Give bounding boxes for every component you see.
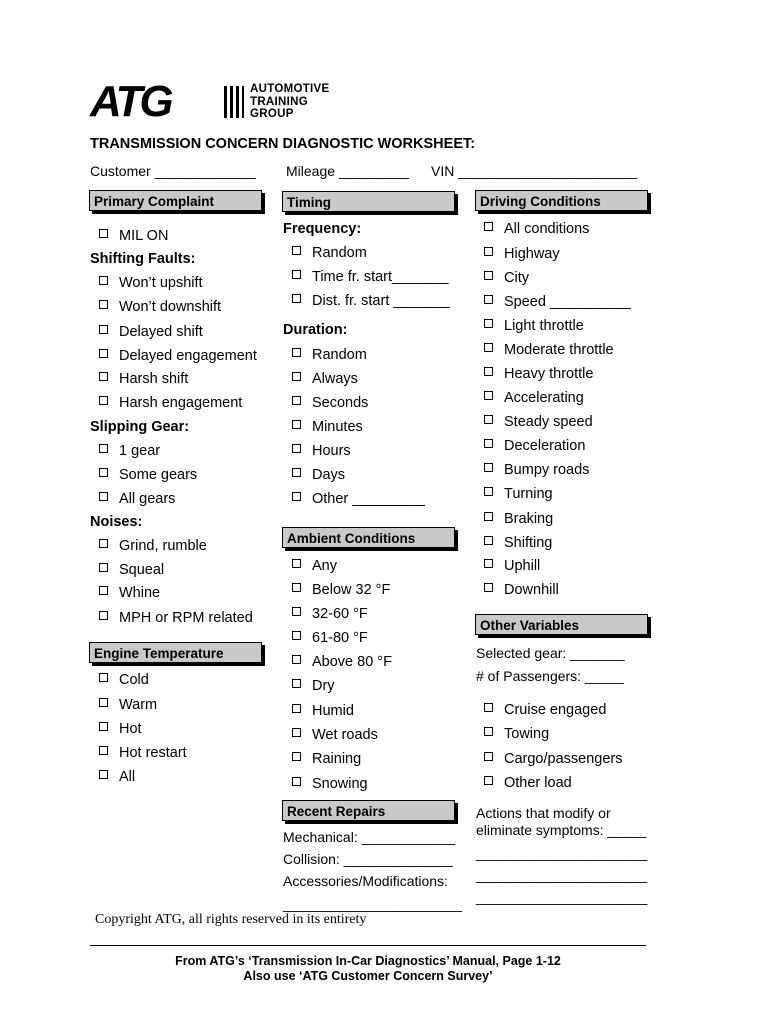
actions-line[interactable]: ______________________ [476, 867, 648, 883]
checkbox-item[interactable]: 1 gear [99, 443, 160, 460]
checkbox-icon[interactable] [292, 444, 301, 453]
checkbox-icon[interactable] [484, 439, 493, 448]
checkbox-item[interactable]: Below 32 °F [292, 582, 390, 599]
recent-repairs-header: Recent Repairs [282, 800, 455, 821]
checkbox-item[interactable]: Harsh shift [99, 371, 188, 388]
checkbox-item[interactable]: Hot [99, 721, 142, 738]
checkbox-item[interactable]: Dry [292, 678, 335, 695]
checkbox-item[interactable]: Warm [99, 697, 157, 714]
checkbox-icon[interactable] [99, 770, 108, 779]
checkbox-icon[interactable] [292, 655, 301, 664]
checkbox-item[interactable]: Grind, rumble [99, 538, 207, 555]
checkbox-item[interactable]: Dist. fr. start _______ [292, 293, 450, 310]
checkbox-item[interactable]: All [99, 769, 135, 786]
checkbox-item[interactable]: Seconds [292, 395, 368, 412]
checkbox-item[interactable]: Random [292, 245, 367, 262]
checkbox-item[interactable]: Moderate throttle [484, 342, 614, 359]
checkbox-icon[interactable] [292, 492, 301, 501]
logo-bars-icon [224, 86, 244, 118]
checkbox-icon[interactable] [292, 752, 301, 761]
footer-survey-note: Also use ‘ATG Customer Concern Survey’ [243, 969, 493, 983]
footer-source: From ATG’s ‘Transmission In-Car Diagnostics’ Manual, Page 1-12 [175, 954, 561, 968]
checkbox-item[interactable]: City [484, 270, 529, 287]
checkbox-icon[interactable] [484, 487, 493, 496]
checkbox-icon[interactable] [292, 468, 301, 477]
checkbox-icon[interactable] [292, 559, 301, 568]
collision-field[interactable]: Collision: ______________ [283, 851, 453, 867]
slipping-gear-label: Slipping Gear: [90, 419, 190, 435]
checkbox-item[interactable]: Accelerating [484, 390, 584, 407]
mileage-field[interactable]: Mileage _________ [286, 163, 409, 179]
copyright-notice: Copyright ATG, all rights reserved in its entirety [95, 912, 367, 927]
checkbox-icon[interactable] [292, 348, 301, 357]
checkbox-icon[interactable] [484, 703, 493, 712]
checkbox-icon[interactable] [484, 415, 493, 424]
checkbox-icon[interactable] [99, 396, 108, 405]
checkbox-item[interactable]: Days [292, 467, 345, 484]
accessories-field[interactable]: _______________________ [283, 896, 463, 912]
accessories-label: Accessories/Modifications: [283, 873, 448, 889]
mechanical-field[interactable]: Mechanical: ____________ [283, 829, 456, 845]
checkbox-icon[interactable] [484, 776, 493, 785]
customer-field[interactable]: Customer _____________ [90, 163, 256, 179]
checkbox-item[interactable]: Shifting [484, 535, 552, 552]
checkbox-item[interactable]: 32-60 °F [292, 606, 368, 623]
footer-divider [90, 945, 646, 946]
checkbox-icon[interactable] [99, 563, 108, 572]
checkbox-icon[interactable] [292, 294, 301, 303]
checkbox-item[interactable]: Braking [484, 511, 553, 528]
checkbox-item[interactable]: Hours [292, 443, 351, 460]
checkbox-icon[interactable] [484, 559, 493, 568]
checkbox-icon[interactable] [292, 728, 301, 737]
checkbox-item[interactable]: Deceleration [484, 438, 585, 455]
passengers-field[interactable]: # of Passengers: _____ [476, 668, 624, 684]
checkbox-item[interactable]: Turning [484, 486, 553, 503]
checkbox-item[interactable]: Harsh engagement [99, 395, 242, 412]
duration-label: Duration: [283, 322, 348, 338]
checkbox-item[interactable]: Uphill [484, 558, 540, 575]
checkbox-item[interactable]: Delayed engagement [99, 348, 257, 365]
logo-text: AUTOMOTIVE TRAINING GROUP [250, 83, 330, 120]
checkbox-item[interactable]: Squeal [99, 562, 164, 579]
checkbox-icon[interactable] [292, 246, 301, 255]
checkbox-item[interactable]: Humid [292, 703, 354, 720]
checkbox-icon[interactable] [99, 586, 108, 595]
checkbox-item[interactable]: 61-80 °F [292, 630, 368, 647]
checkbox-icon[interactable] [292, 372, 301, 381]
checkbox-item[interactable]: Raining [292, 751, 361, 768]
page-title: TRANSMISSION CONCERN DIAGNOSTIC WORKSHEET: [90, 136, 476, 152]
checkbox-icon[interactable] [484, 222, 493, 231]
checkbox-icon[interactable] [484, 319, 493, 328]
actions-label: Actions that modify or [476, 805, 611, 821]
checkbox-item[interactable]: Won’t upshift [99, 275, 203, 292]
checkbox-icon[interactable] [99, 468, 108, 477]
checkbox-icon[interactable] [99, 673, 108, 682]
checkbox-icon[interactable] [484, 367, 493, 376]
vin-field[interactable]: VIN _______________________ [431, 163, 638, 179]
checkbox-item[interactable]: Always [292, 371, 358, 388]
checkbox-icon[interactable] [484, 536, 493, 545]
checkbox-icon[interactable] [484, 271, 493, 280]
checkbox-icon[interactable] [484, 247, 493, 256]
actions-field[interactable]: eliminate symptoms: _____ [476, 822, 647, 838]
checkbox-item[interactable]: Cruise engaged [484, 702, 606, 719]
primary-complaint-header: Primary Complaint [89, 190, 262, 211]
actions-line[interactable]: ______________________ [476, 889, 648, 905]
checkbox-item[interactable]: All conditions [484, 221, 589, 238]
selected-gear-field[interactable]: Selected gear: _______ [476, 645, 625, 661]
checkbox-item[interactable]: Other _________ [292, 491, 425, 508]
atg-logo [90, 77, 360, 126]
checkbox-icon[interactable] [292, 396, 301, 405]
checkbox-item[interactable]: Minutes [292, 419, 363, 436]
checkbox-icon[interactable] [292, 777, 301, 786]
checkbox-item[interactable]: Light throttle [484, 318, 584, 335]
checkbox-icon[interactable] [292, 679, 301, 688]
checkbox-icon[interactable] [99, 722, 108, 731]
checkbox-item[interactable]: Time fr. start_______ [292, 269, 448, 286]
checkbox-icon[interactable] [99, 300, 108, 309]
checkbox-item[interactable]: Snowing [292, 776, 368, 793]
other-variables-header: Other Variables [475, 614, 648, 635]
checkbox-icon[interactable] [484, 583, 493, 592]
checkbox-item[interactable]: Hot restart [99, 745, 187, 762]
checkbox-item[interactable]: Downhill [484, 582, 559, 599]
engine-temperature-header: Engine Temperature [89, 642, 262, 663]
checkbox-item[interactable]: Delayed shift [99, 324, 203, 341]
checkbox-item[interactable]: Whine [99, 585, 160, 602]
checkbox-item[interactable]: Cold [99, 672, 149, 689]
ambient-conditions-header: Ambient Conditions [282, 527, 455, 548]
checkbox-item[interactable]: Speed __________ [484, 294, 631, 311]
noises-label: Noises: [90, 514, 143, 530]
driving-conditions-header: Driving Conditions [475, 190, 648, 211]
timing-header: Timing [282, 191, 455, 212]
checkbox-item[interactable]: Towing [484, 726, 549, 743]
checkbox-item[interactable]: Wet roads [292, 727, 378, 744]
checkbox-item[interactable]: MIL ON [99, 228, 168, 245]
shifting-faults-label: Shifting Faults: [90, 251, 196, 267]
checkbox-item[interactable]: Random [292, 347, 367, 364]
checkbox-icon[interactable] [484, 295, 493, 304]
checkbox-icon[interactable] [484, 752, 493, 761]
checkbox-icon[interactable] [99, 444, 108, 453]
checkbox-icon[interactable] [292, 583, 301, 592]
checkbox-item[interactable]: Highway [484, 246, 560, 263]
logo-mark: ATG [90, 77, 171, 126]
checkbox-item[interactable]: Cargo/passengers [484, 751, 623, 768]
checkbox-icon[interactable] [99, 276, 108, 285]
checkbox-icon[interactable] [99, 325, 108, 334]
checkbox-icon[interactable] [484, 727, 493, 736]
checkbox-item[interactable]: Bumpy roads [484, 462, 589, 479]
checkbox-icon[interactable] [484, 343, 493, 352]
checkbox-icon[interactable] [292, 607, 301, 616]
checkbox-icon[interactable] [99, 372, 108, 381]
checkbox-item[interactable]: Above 80 °F [292, 654, 392, 671]
frequency-label: Frequency: [283, 221, 362, 237]
checkbox-item[interactable]: Other load [484, 775, 572, 792]
checkbox-icon[interactable] [484, 463, 493, 472]
checkbox-item[interactable]: Won’t downshift [99, 299, 221, 316]
checkbox-icon[interactable] [484, 512, 493, 521]
checkbox-icon[interactable] [99, 349, 108, 358]
checkbox-icon[interactable] [99, 698, 108, 707]
checkbox-icon[interactable] [99, 611, 108, 620]
checkbox-item[interactable]: Some gears [99, 467, 197, 484]
checkbox-icon[interactable] [99, 229, 108, 238]
checkbox-icon[interactable] [99, 492, 108, 501]
checkbox-icon[interactable] [292, 270, 301, 279]
checkbox-icon[interactable] [99, 539, 108, 548]
checkbox-icon[interactable] [484, 391, 493, 400]
checkbox-icon[interactable] [99, 746, 108, 755]
checkbox-item[interactable]: Any [292, 558, 337, 575]
checkbox-icon[interactable] [292, 420, 301, 429]
checkbox-item[interactable]: All gears [99, 491, 175, 508]
checkbox-item[interactable]: Heavy throttle [484, 366, 593, 383]
checkbox-icon[interactable] [292, 631, 301, 640]
checkbox-item[interactable]: MPH or RPM related [99, 610, 253, 627]
checkbox-icon[interactable] [292, 704, 301, 713]
checkbox-item[interactable]: Steady speed [484, 414, 593, 431]
actions-line[interactable]: ______________________ [476, 845, 648, 861]
